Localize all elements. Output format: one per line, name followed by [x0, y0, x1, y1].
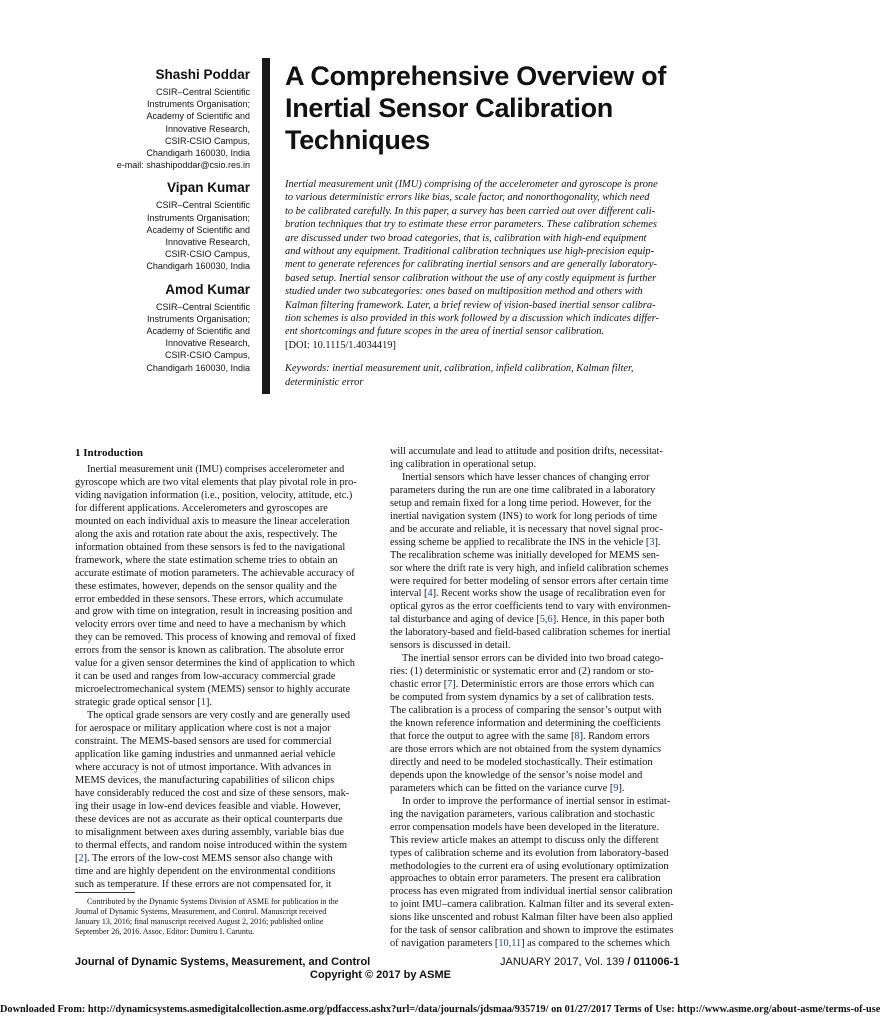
body-text-line: [2]. The errors of the low-cost MEMS sensor also change with [75, 852, 333, 864]
article-title [285, 60, 695, 156]
footnote [75, 897, 387, 937]
abstract-line: Kalman filtering framework. Later, a brief review of vision-based inertial sensor calibra- [285, 299, 656, 311]
body-text-line: framework, where the state estimation scheme tries to obtain an [75, 554, 338, 566]
body-text-line: sor where the drift rate is very high, and infield calibration schemes [390, 562, 669, 574]
author-affiliation-line: Instruments Organisation; [146, 313, 250, 324]
abstract-line: to various deterministic errors like bias, scale factor, and nonorthogonality, which need [285, 192, 650, 204]
body-text-line: be computed from system dynamics by a set of calibration tests. [390, 692, 654, 704]
body-text-line: time and are highly dependent on the environmental conditions [75, 865, 336, 877]
footnote-rule [75, 892, 135, 893]
body-text-line: optical gyros as the error coefficients tend to vary with environmen- [390, 601, 671, 613]
author-affiliation-line: Academy of Scientific and [146, 111, 250, 122]
title-line: A Comprehensive Overview of [285, 61, 667, 91]
left-column-text [75, 464, 387, 891]
author-name: Amod Kumar [165, 281, 250, 297]
citation-link[interactable]: 2 [78, 852, 84, 864]
body-text-line: accurate estimate of motion parameters. The achievable accuracy of [75, 567, 355, 579]
abstract [285, 178, 695, 352]
body-text-line: information obtained from these sensors is fed to the navigational [75, 541, 346, 553]
body-text-line: are those errors which are not obtained from the system dynamics [390, 743, 662, 755]
body-text-line: setup and remain fixed for a long time period. However, for the [390, 497, 652, 509]
footer-article-number: 011006-1 [633, 956, 680, 968]
author-affiliation-line: Innovative Research, [165, 123, 250, 134]
body-text-line: The optical grade sensors are very costly and are generally used [87, 710, 351, 722]
body-text-line: parameters which can be fitted on the variance curve [9]. [390, 782, 625, 794]
body-text-line: strategic grade optical sensor [1]. [75, 697, 212, 709]
citation-link[interactable]: 1 [200, 697, 206, 709]
author-affiliation-line: Academy of Scientific and [146, 224, 250, 235]
body-text-line: for the task of sensor calibration and shown to improve the estimates [390, 925, 674, 937]
title-line: Inertial Sensor Calibration [285, 93, 613, 123]
footer-copyright: Copyright © 2017 by ASME [310, 969, 451, 981]
article-header [285, 60, 695, 389]
author-affiliation-line: CSIR–Central Scientific [155, 87, 250, 97]
body-text-line: The inertial sensor errors can be divided into two broad catego- [402, 653, 664, 665]
body-text-line: to thermal effects, and random noise introduced within the system [75, 839, 348, 851]
author-affiliation-line: CSIR-CSIO Campus, [164, 350, 250, 361]
body-text-line: directly and need to be modeled stochastically. Their estimation [390, 756, 653, 768]
body-text-line: and be accurate and reliable, it is necessary that novel signal proc- [390, 523, 663, 535]
keywords [285, 362, 695, 389]
footer-separator: / [627, 956, 631, 968]
body-text-line: ing their usage in low-end devices feasible and viable. However, [75, 800, 341, 812]
body-text-line: methodologies to the current era of using evolutionary optimization [390, 860, 669, 872]
abstract-line: ent shortcomings and future scopes in the area of inertial sensor calibration. [285, 326, 605, 338]
abstract-line: tion schemes is also provided in this work followed by a discussion which indicates differ- [285, 313, 660, 325]
body-text-line: The calibration is a process of comparing the sensor’s output with [390, 705, 662, 717]
section-heading: 1 Introduction [75, 447, 143, 459]
author-affiliation-line: Chandigarh 160030, India [146, 362, 250, 373]
download-notice[interactable]: Downloaded From: http://dynamicsystems.asmedigitalcollection.asme.org/pdfaccess.ashx?url=/data/journals/jdsmaa/935719/ on 01/27/2017 Terms of Use: http://www.asme.org/about-asme/terms-of-use [0, 1004, 880, 1015]
abstract-line: studied under two subcategories: ones based on multiposition method and others with [285, 286, 643, 298]
body-text-line: to joint IMU–camera calibration. Kalman filter and its several exten- [390, 899, 674, 911]
title-divider-bar [262, 58, 270, 394]
body-text-line: for different applications. Accelerometers and gyroscopes are [75, 502, 328, 514]
body-text-line: depends upon the knowledge of the sensor’s noise model and [390, 769, 643, 781]
footer-issue-info [500, 956, 679, 968]
body-text-line: it can be used and ranges from low-accuracy commercial grade [75, 671, 336, 683]
body-text-line: error embedded in these sensors. These errors, which accumulate [75, 593, 344, 605]
body-text-line: value for a given sensor determines the kind of application to which [75, 658, 355, 670]
author-name: Vipan Kumar [166, 180, 250, 196]
body-text-line: tal disturbance and aging of device [5,6]. Hence, in this paper both [390, 614, 665, 626]
body-text-line: ing calibration in operational setup. [390, 458, 537, 470]
body-text-line: ing the navigation parameters, various calibration and stochastic [390, 808, 655, 820]
body-text-line: application like gaming industries and unmanned aerial vehicle [75, 748, 336, 760]
body-text-line: were required for better modeling of sensor errors after certain time [390, 575, 669, 587]
body-text-line: will accumulate and lead to attitude and position drifts, necessitat- [390, 446, 663, 457]
citation-link[interactable]: 5,6 [539, 614, 553, 626]
body-text-line: of navigation parameters [10,11] as compared to the schemes which [390, 938, 670, 950]
body-text-line: gyroscope which are two vital elements that play pivotal role in pro- [75, 476, 357, 488]
body-text-line: these estimates, however, depends on the sensor quality and the [75, 580, 337, 592]
body-text-line: This review article makes an attempt to discuss only the different [390, 834, 659, 846]
body-column-right [390, 446, 702, 951]
body-text-line: viding navigation information (i.e., position, velocity, attitude, etc.) [75, 489, 353, 501]
body-text-line: inertial navigation system (INS) to work for long periods of time [390, 510, 658, 522]
author-affiliation-line: Innovative Research, [165, 237, 250, 248]
body-text-line: microelectromechanical system (MEMS) sensor to highly accurate [75, 684, 351, 696]
body-text-line: constraint. The MEMS-based sensors are used for commercial [75, 736, 332, 748]
body-text-line: Inertial sensors which have lesser chances of changing error [402, 471, 650, 483]
abstract-line: ment to generate references for calibrating inertial sensors and are generally laboratory- [285, 259, 657, 271]
body-text-line: essing scheme be applied to recalibrate the INS in the vehicle [3]. [390, 536, 661, 548]
author-affiliation-line[interactable]: e-mail: shashipoddar@csio.res.in [116, 160, 250, 171]
body-text-line: such as temperature. If these errors are not compensated for, it [75, 878, 332, 890]
body-text-line: In order to improve the performance of inertial sensor in estimat- [402, 795, 671, 807]
body-text-line: the laboratory-based and field-based calibration schemes for inertial [390, 627, 671, 639]
body-text-line: chastic error [7]. Deterministic errors are those errors which can [390, 679, 655, 691]
author-name: Shashi Poddar [155, 67, 250, 82]
author-affiliation-line: CSIR–Central Scientific [155, 301, 250, 312]
citation-link[interactable]: 3 [649, 536, 655, 548]
abstract-line: to be calibrated carefully. In this paper, a survey has been carried out over different cali- [285, 205, 656, 217]
footnote-line: Contributed by the Dynamic Systems Division of ASME for publication in the [87, 897, 339, 906]
body-text-line: sensors is discussed in detail. [390, 640, 511, 652]
citation-link[interactable]: 8 [574, 730, 580, 742]
author-affiliation-line: Instruments Organisation; [146, 99, 250, 110]
body-text-line: parameters during the run are one time calibrated in a laboratory [390, 484, 656, 496]
body-text-line: they can be removed. This process of knowing and removal of fixed [75, 632, 356, 644]
body-text-line: for aerospace or military application where cost is not a major [75, 723, 331, 735]
title-line: Techniques [285, 125, 431, 155]
abstract-line: and without any equipment. Traditional calibration techniques use high-precision equip- [285, 246, 655, 258]
citation-link[interactable]: 9 [613, 782, 619, 794]
body-text-line: types of calibration scheme and its evolution from laboratory-based [390, 847, 669, 859]
keywords-line: Keywords: inertial measurement unit, calibration, infield calibration, Kalman filter, [285, 363, 634, 375]
body-text-line: that force the output to agree with the same [8]. Random errors [390, 730, 650, 742]
body-text-line: ries: (1) deterministic or systematic error and (2) random or sto- [390, 666, 654, 678]
body-text-line: error compensation models have been developed in the literature. [390, 821, 660, 833]
author-affiliation-line: Instruments Organisation; [146, 212, 250, 223]
body-text-line: along the axis and rotation rate about the axis, respectively. The [75, 528, 338, 540]
body-text-line: The recalibration scheme was initially developed for MEMS sen- [390, 549, 660, 561]
body-text-line: Inertial measurement unit (IMU) comprises accelerometer and [87, 464, 345, 475]
abstract-line: are discussed under two broad categories, that is, calibration with high-end equipment [285, 232, 647, 244]
abstract-line: Inertial measurement unit (IMU) comprising of the accelerometer and gyroscope is prone [285, 179, 658, 190]
author-list [100, 66, 250, 382]
body-text-line: mounted on each individual axis to measure the linear acceleration [75, 515, 350, 527]
author-affiliation-line: Chandigarh 160030, India [146, 148, 250, 159]
footer-issue-date: JANUARY 2017, Vol. 139 [500, 956, 625, 968]
keywords-line: deterministic error [285, 376, 364, 388]
footnote-line: September 26, 2016. Assoc. Editor: Dumitru I. Caruntu. [75, 926, 255, 936]
body-column-left [75, 446, 387, 891]
author-affiliation-line: CSIR-CSIO Campus, [164, 249, 250, 260]
body-text-line: these devices are not as accurate as their optical counterparts due [75, 813, 343, 825]
doi-link[interactable]: [DOI: 10.1115/1.4034419] [285, 339, 396, 351]
right-column-text [390, 446, 702, 951]
body-text-line: errors from the sensor is known as calibration. The absolute error [75, 645, 344, 657]
author-block [100, 179, 250, 272]
author-affiliation-line: CSIR–Central Scientific [155, 200, 250, 211]
footnote-line: January 13, 2016; final manuscript received August 2, 2016; published online [75, 916, 324, 926]
body-text-line: and grow with time on integration, result in increasing position and [75, 606, 353, 618]
body-text-line: approaches to obtain error parameters. The present era calibration [390, 873, 661, 885]
citation-link[interactable]: 4 [427, 588, 433, 600]
body-text-line: where accuracy is not of utmost importance. With advances in [75, 761, 332, 773]
footer-journal-name: Journal of Dynamic Systems, Measurement, and Control [75, 956, 371, 968]
abstract-line: based setup. Inertial sensor calibration without the use of any costly equipment is further [285, 272, 657, 284]
author-block [100, 281, 250, 374]
author-affiliation-line: CSIR-CSIO Campus, [164, 135, 250, 146]
body-text-line: to misalignment between axes during assembly, variable bias due [75, 826, 344, 838]
body-text-line: process has even migrated from individual inertial sensor calibration [390, 886, 673, 898]
author-affiliation-line: Chandigarh 160030, India [146, 261, 250, 272]
body-text-line: MEMS devices, the manufacturing capabilities of silicon chips [75, 774, 335, 786]
author-affiliation-line: Innovative Research, [165, 338, 250, 349]
citation-link[interactable]: 7 [447, 679, 453, 691]
author-affiliation-line: Academy of Scientific and [146, 326, 250, 337]
author-block [100, 66, 250, 171]
body-text-line: have considerably reduced the cost and size of these sensors, mak- [75, 787, 350, 799]
citation-link[interactable]: 10,11 [498, 938, 522, 950]
body-text-line: interval [4]. Recent works show the usage of recalibration even for [390, 588, 666, 600]
body-text-line: velocity errors over time and need to have a mechanism by which [75, 619, 346, 631]
footnote-line: Journal of Dynamic Systems, Measurement, and Control. Manuscript received [75, 906, 327, 916]
body-text-line: the known reference information and determining the coefficients [390, 718, 661, 730]
abstract-line: bration techniques that try to estimate these error parameters. These calibration schemes [285, 219, 657, 231]
body-text-line: sions like unscented and robust Kalman filter have been also applied [390, 912, 673, 924]
